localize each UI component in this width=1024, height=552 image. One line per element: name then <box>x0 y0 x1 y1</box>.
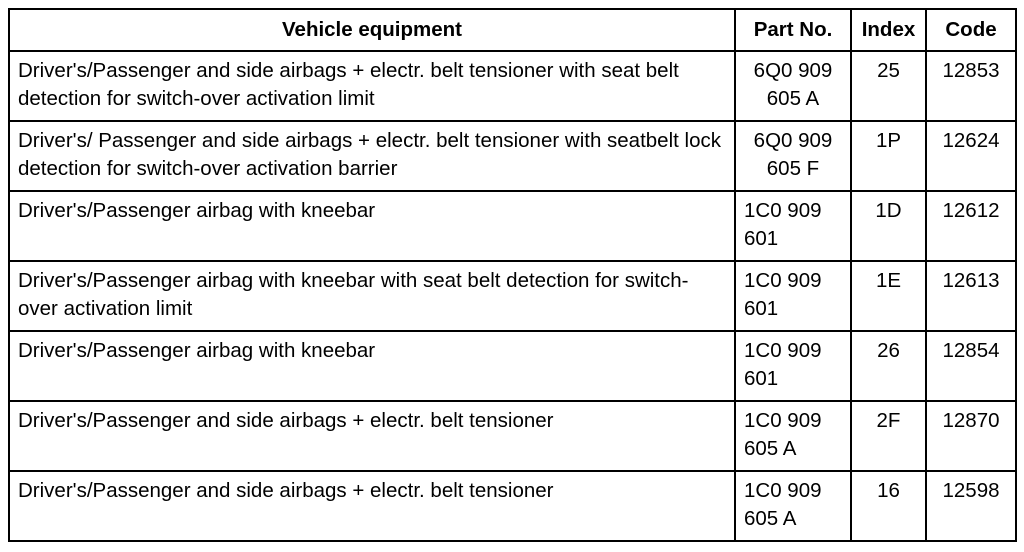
header-row <box>9 9 1016 51</box>
index-cell: 1P <box>851 121 926 191</box>
code-cell: 12854 <box>926 331 1016 401</box>
table-row <box>9 51 1016 121</box>
code-cell: 12612 <box>926 191 1016 261</box>
table-row <box>9 331 1016 401</box>
index-cell: 26 <box>851 331 926 401</box>
header-part-no: Part No. <box>735 9 851 51</box>
equipment-cell: Driver's/Passenger and side airbags + electr. belt tensioner <box>9 471 735 541</box>
equipment-cell: Driver's/Passenger airbag with kneebar <box>9 331 735 401</box>
index-cell: 25 <box>851 51 926 121</box>
part-no-cell: 1C0 909 601 <box>735 331 851 401</box>
index-cell: 2F <box>851 401 926 471</box>
code-cell: 12870 <box>926 401 1016 471</box>
code-cell: 12853 <box>926 51 1016 121</box>
index-cell: 1D <box>851 191 926 261</box>
part-no-cell: 1C0 909 605 A <box>735 401 851 471</box>
part-no-cell: 6Q0 909 605 A <box>735 51 851 121</box>
part-no-cell: 1C0 909 601 <box>735 191 851 261</box>
equipment-cell: Driver's/Passenger and side airbags + electr. belt tensioner <box>9 401 735 471</box>
part-no-cell: 1C0 909 601 <box>735 261 851 331</box>
table-row <box>9 191 1016 261</box>
table-row <box>9 261 1016 331</box>
header-index: Index <box>851 9 926 51</box>
part-no-cell: 6Q0 909 605 F <box>735 121 851 191</box>
code-cell: 12598 <box>926 471 1016 541</box>
table-row <box>9 121 1016 191</box>
header-code: Code <box>926 9 1016 51</box>
code-cell: 12624 <box>926 121 1016 191</box>
index-cell: 1E <box>851 261 926 331</box>
equipment-cell: Driver's/Passenger airbag with kneebar with seat belt detection for switch-over activation limit <box>9 261 735 331</box>
code-cell: 12613 <box>926 261 1016 331</box>
table-row <box>9 401 1016 471</box>
equipment-cell: Driver's/ Passenger and side airbags + electr. belt tensioner with seatbelt lock detection for switch-over activation barrier <box>9 121 735 191</box>
table-row <box>9 471 1016 541</box>
header-vehicle-equipment: Vehicle equipment <box>9 9 735 51</box>
equipment-cell: Driver's/Passenger and side airbags + electr. belt tensioner with seat belt detection for switch-over activation limit <box>9 51 735 121</box>
equipment-cell: Driver's/Passenger airbag with kneebar <box>9 191 735 261</box>
index-cell: 16 <box>851 471 926 541</box>
equipment-table <box>8 8 1017 542</box>
part-no-cell: 1C0 909 605 A <box>735 471 851 541</box>
